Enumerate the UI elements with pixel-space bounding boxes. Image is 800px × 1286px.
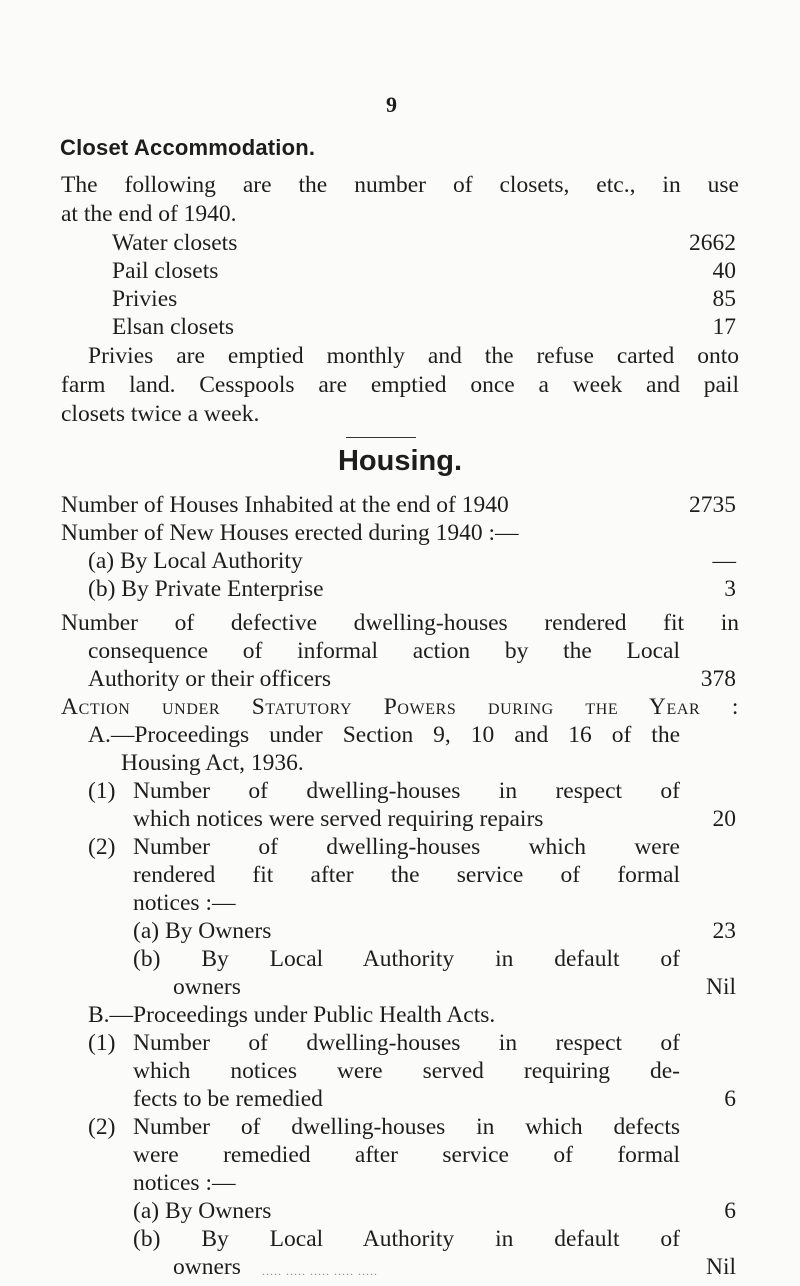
a2b-value: Nil xyxy=(705,974,736,1000)
closet-item-value: 40 xyxy=(712,258,736,284)
b1-value: 6 xyxy=(724,1086,736,1112)
a1-line1: Number of dwelling-houses in respect of xyxy=(133,778,680,804)
by-private-enterprise-label: (b) By Private Enterprise xyxy=(88,576,324,602)
a2a-label: (a) By Owners xyxy=(133,918,272,944)
houses-inhabited-label: Number of Houses Inhabited at the end of 1940 xyxy=(61,492,509,518)
a2-line3: notices :— xyxy=(133,890,236,916)
b2-number: (2) xyxy=(88,1114,116,1140)
b2b-value: Nil xyxy=(705,1254,736,1280)
b1-line3: fects to be remedied xyxy=(133,1086,323,1112)
closet-item-label: Pail closets xyxy=(112,258,219,284)
housing-heading: Housing. xyxy=(337,445,463,477)
a2b-line2: owners xyxy=(173,974,241,1000)
a1-number: (1) xyxy=(88,778,116,804)
closet-note-line3: closets twice a week. xyxy=(61,401,260,427)
page-number: 9 xyxy=(386,92,397,117)
closet-heading: Closet Accommodation. xyxy=(60,135,316,160)
b1-line2: which notices were served requiring de- xyxy=(133,1058,680,1084)
houses-inhabited-value: 2735 xyxy=(689,492,736,518)
b2b-leader-dots: ..... ..... ..... ..... ..... xyxy=(262,1264,378,1278)
a2-number: (2) xyxy=(88,834,116,860)
section-a-line2: Housing Act, 1936. xyxy=(121,750,304,776)
closet-item-value: 17 xyxy=(712,314,736,340)
b2-line2: were remedied after service of formal xyxy=(133,1142,680,1168)
a2-line2: rendered fit after the service of formal xyxy=(133,862,680,888)
defective-line1: Number of defective dwelling-houses rendered fit in xyxy=(61,610,739,636)
closet-item-label: Elsan closets xyxy=(112,314,235,340)
closet-intro-line1: The following are the number of closets, etc., in use xyxy=(61,172,739,198)
b1-line1: Number of dwelling-houses in respect of xyxy=(133,1030,680,1056)
b1-number: (1) xyxy=(88,1030,116,1056)
b2a-label: (a) By Owners xyxy=(133,1198,272,1224)
closet-note-line2: farm land. Cesspools are emptied once a week and pail xyxy=(61,372,739,398)
defective-line2: consequence of informal action by the Local xyxy=(88,638,680,664)
closet-intro-line2: at the end of 1940. xyxy=(61,201,237,227)
a1-line2: which notices were served requiring repairs xyxy=(133,806,544,832)
a2a-value: 23 xyxy=(712,918,736,944)
by-private-enterprise-value: 3 xyxy=(724,576,736,602)
a2b-line1: (b) By Local Authority in default of xyxy=(133,946,680,972)
closet-item-value: 2662 xyxy=(689,230,736,256)
defective-value: 378 xyxy=(700,666,736,692)
section-a-line1: A.—Proceedings under Section 9, 10 and 16 of the xyxy=(88,722,680,748)
new-houses-label: Number of New Houses erected during 1940 :— xyxy=(61,520,519,546)
action-heading: Action under Statutory Powers during the Year : xyxy=(61,694,739,720)
section-b-line1: B.—Proceedings under Public Health Acts. xyxy=(88,1002,496,1028)
section-divider xyxy=(346,437,416,438)
by-local-authority-label: (a) By Local Authority xyxy=(88,548,303,574)
b2b-line1: (b) By Local Authority in default of xyxy=(133,1226,680,1252)
b2-line3: notices :— xyxy=(133,1170,236,1196)
defective-line3: Authority or their officers xyxy=(88,666,331,692)
by-local-authority-value: — xyxy=(712,548,736,574)
b2a-value: 6 xyxy=(724,1198,736,1224)
b2b-line2: owners xyxy=(173,1254,241,1280)
closet-item-label: Privies xyxy=(112,286,178,312)
closet-item-label: Water closets xyxy=(112,230,238,256)
a1-value: 20 xyxy=(712,806,736,832)
closet-item-value: 85 xyxy=(712,286,736,312)
a2-line1: Number of dwelling-houses which were xyxy=(133,834,680,860)
b2-line1: Number of dwelling-houses in which defects xyxy=(133,1114,680,1140)
closet-note-line1: Privies are emptied monthly and the refuse carted onto xyxy=(88,343,739,369)
